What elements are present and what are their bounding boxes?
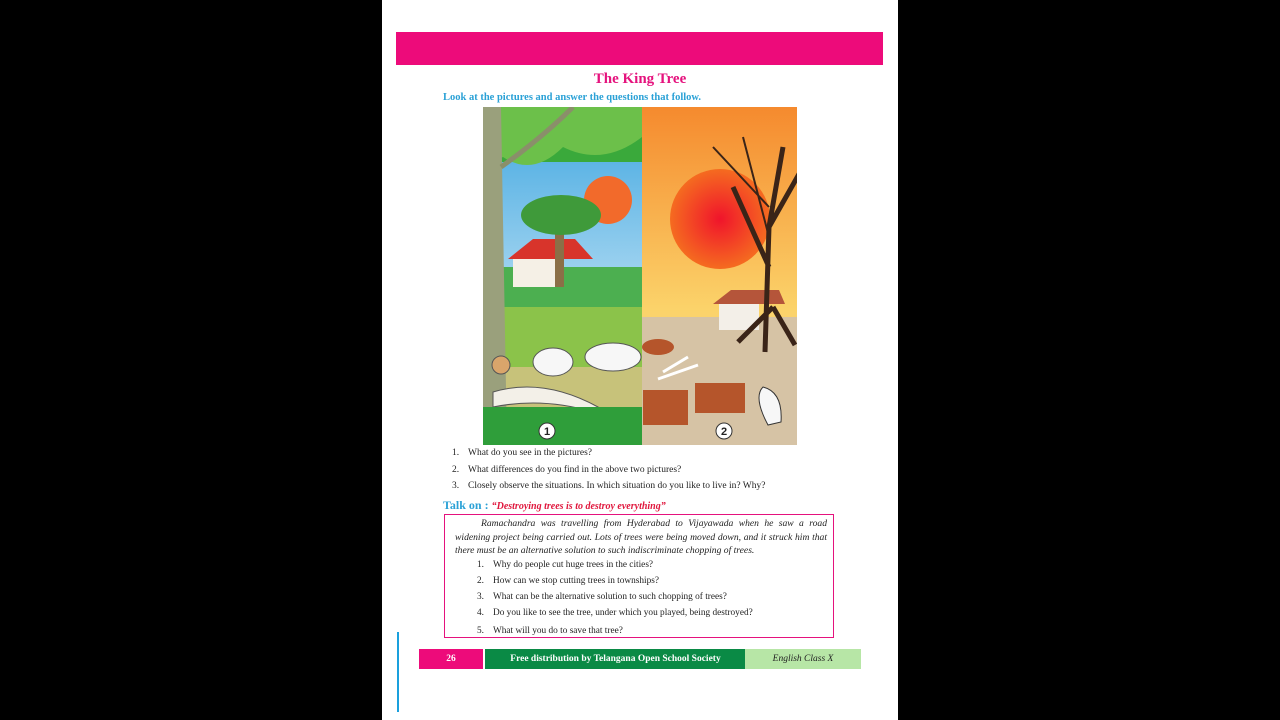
talk-on-label: Talk on :	[443, 498, 489, 512]
list-item: 3. Closely observe the situations. In which situation do you like to live in? Why?	[452, 481, 766, 491]
panel-barren-scene	[642, 107, 797, 445]
document-page	[382, 0, 898, 720]
talk-on-topic: “Destroying trees is to destroy everything”	[491, 501, 666, 512]
footer-distribution: Free distribution by Telangana Open School Society	[485, 649, 746, 669]
discussion-questions	[477, 559, 753, 641]
footer-page-number: 26	[419, 649, 483, 669]
instruction-text: Look at the pictures and answer the questions that follow.	[443, 92, 702, 103]
panel-number-1: 1	[543, 426, 551, 438]
list-item: 4. Do you like to see the tree, under which you played, being destroyed?	[477, 608, 753, 618]
list-item: 2. What differences do you find in the above two pictures?	[452, 464, 682, 475]
list-item: 1. Why do people cut huge trees in the cities?	[477, 560, 654, 570]
list-item: 3. What can be the alternative solution to such chopping of trees?	[477, 592, 727, 602]
list-item: 1. What do you see in the pictures?	[452, 448, 592, 458]
discussion-box	[444, 514, 834, 638]
scroll-indicator	[397, 632, 399, 712]
panel-green-scene	[483, 107, 642, 445]
page-title: The King Tree	[593, 71, 687, 87]
header-band	[396, 32, 883, 65]
list-item: 5. What will you do to save that tree?	[477, 626, 623, 636]
list-item: 2. How can we stop cutting trees in townships?	[477, 576, 660, 586]
tree-illustration	[483, 107, 797, 445]
talk-on-heading	[443, 498, 666, 513]
picture-questions	[452, 446, 765, 496]
story-paragraph: Ramachandra was travelling from Hyderabad to Vijayawada when he saw a road widening project being carried out. Lots of trees were being moved down, and it struck him that there must be an alternative solution to such indiscriminate chopping of trees.	[455, 518, 827, 556]
panel-number-2: 2	[720, 426, 728, 438]
footer-class-label: English Class X	[745, 649, 861, 669]
